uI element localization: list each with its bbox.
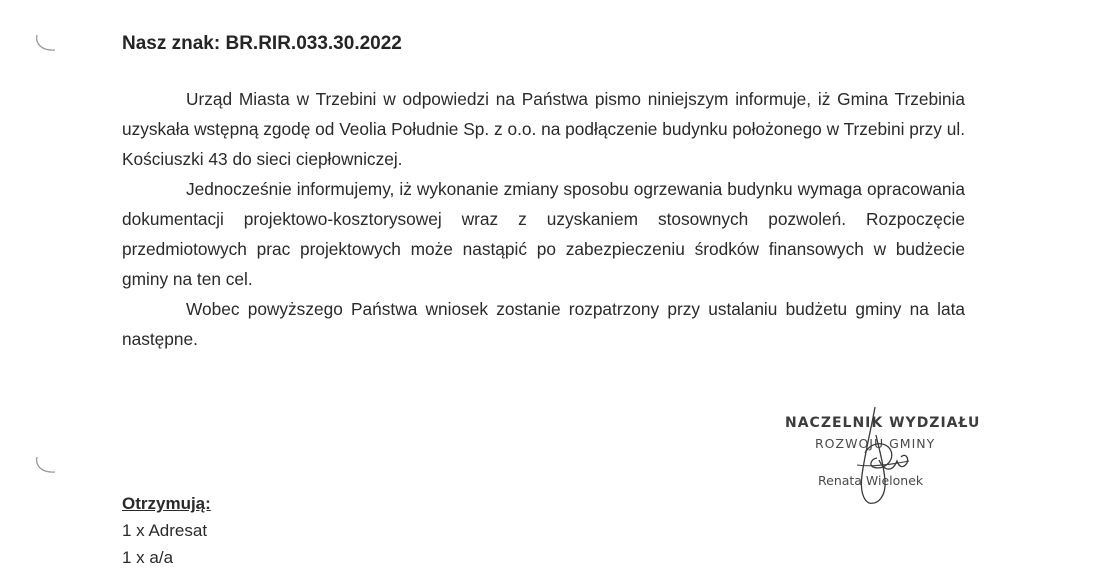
recipient-item: 1 x a/a (122, 548, 174, 567)
recipients-title: Otrzymują: (122, 494, 211, 513)
recipient-item: 1 x Adresat (122, 521, 208, 540)
stamp-title: NACZELNIK WYDZIAŁU (785, 415, 981, 431)
punch-hole-mark-bottom (33, 455, 59, 479)
stamp-department: ROZWOJU GMINY (815, 436, 936, 451)
body-paragraph: Wobec powyższego Państwa wniosek zostanie rozpatrzony przy ustalaniu budżetu gminy na lata następne. (122, 299, 965, 349)
punch-hole-mark-top (33, 33, 59, 57)
handwritten-signature (775, 405, 995, 515)
official-stamp (775, 405, 995, 515)
stamp-signatory-name: Renata Wielonek (818, 473, 924, 488)
reference-number: Nasz znak: BR.RIR.033.30.2022 (122, 33, 402, 54)
recipients-list (122, 490, 211, 571)
letter-body (122, 84, 965, 354)
body-paragraph: Jednocześnie informujemy, iż wykonanie zmiany sposobu ogrzewania budynku wymaga opracowania dokumentacji projektowo-kosztorysowej wraz z uzyskaniem stosownych pozwoleń. Rozpoczęcie przedmiotowych prac projektowych może nastąpić po zabezpieczeniu środków finansowych w budżecie gminy na ten cel. (122, 179, 965, 289)
body-paragraph: Urząd Miasta w Trzebini w odpowiedzi na Państwa pismo niniejszym informuje, iż Gmina Trzebinia uzyskała wstępną zgodę od Veolia Południe Sp. z o.o. na podłączenie budynku położonego w Trzebini przy ul. Kościuszki 43 do sieci ciepłowniczej. (122, 89, 965, 169)
